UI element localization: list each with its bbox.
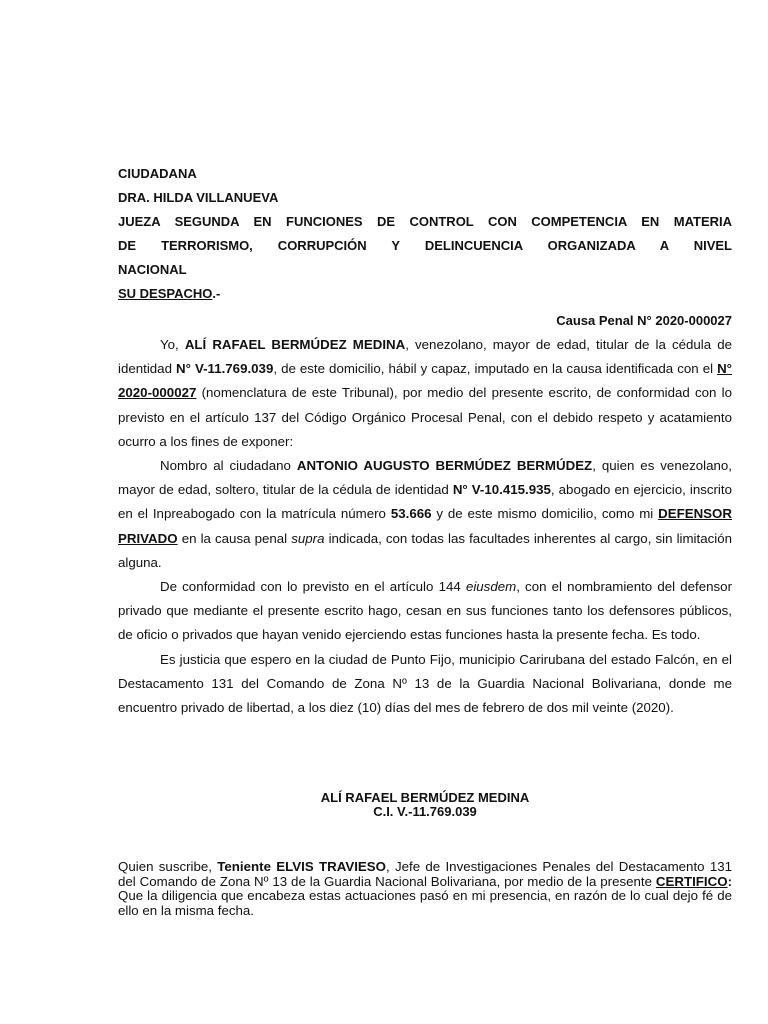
p2-text-4: y de este mismo domicilio, como mi bbox=[431, 506, 659, 522]
document-body bbox=[118, 333, 732, 720]
signature-block bbox=[118, 791, 732, 819]
p2-text-5: en la causa penal bbox=[177, 530, 292, 546]
p3-text-2: , con el nombramiento del defensor privado que mediante el presente escrito hago, cesan en sus funciones tanto los defensores públicos, de oficio o privados que hayan venido ejerciendo estas funciones hasta la presente fecha. Es todo. bbox=[118, 579, 732, 643]
p1-text-3: , de este domicilio, hábil y capaz, imputado en la causa identificada con el bbox=[273, 361, 718, 377]
p1-name: ALÍ RAFAEL BERMÚDEZ MEDINA bbox=[184, 337, 406, 352]
p1-id-number: N° V-11.769.039 bbox=[176, 361, 274, 377]
cert-certifico: CERTIFICO bbox=[655, 873, 728, 889]
addressee-position-line-1: JUEZA SEGUNDA EN FUNCIONES DE CONTROL CON COMPETENCIA EN MATERIA bbox=[118, 214, 732, 229]
signature-name: ALÍ RAFAEL BERMÚDEZ MEDINA bbox=[320, 790, 530, 805]
p3-text-1: De conformidad con lo previsto en el artículo 144 bbox=[160, 579, 466, 595]
addressee-position-line-2: DE TERRORISMO, CORRUPCIÓN Y DELINCUENCIA ORGANIZADA A NIVEL bbox=[118, 238, 732, 253]
paragraph-2 bbox=[118, 454, 732, 575]
p2-id-number: N° V-10.415.935 bbox=[452, 482, 551, 498]
p2-text-6: indicada, con todas las facultades inherentes al cargo, sin limitación alguna. bbox=[118, 530, 732, 570]
p3-eiusdem: eiusdem bbox=[465, 579, 517, 595]
addressee-position-line-3: NACIONAL bbox=[118, 262, 187, 277]
p2-text-3: , abogado en ejercicio, inscrito en el Inpreabogado con la matrícula número bbox=[118, 482, 732, 522]
p2-role: DEFENSOR PRIVADO bbox=[118, 506, 732, 546]
addressee-name: DRA. HILDA VILLANUEVA bbox=[118, 190, 279, 205]
p1-text-1: Yo, bbox=[160, 337, 185, 352]
su-despacho-label: SU DESPACHO bbox=[118, 286, 213, 301]
p2-name: ANTONIO AUGUSTO BERMÚDEZ BERMÚDEZ bbox=[296, 458, 593, 474]
p1-text-2: , venezolano, mayor de edad, titular de la cédula de identidad bbox=[118, 337, 732, 377]
paragraph-4: Es justicia que espero en la ciudad de Punto Fijo, municipio Carirubana del estado Falcón, en el Destacamento 131 del Comando de Zona Nº 13 de la Guardia Nacional Bolivariana, donde me encuentro privado de libertad, a los diez (10) días del mes de febrero de dos mil veinte (2020). bbox=[118, 651, 732, 716]
certification-paragraph bbox=[118, 860, 732, 918]
addressee-title: CIUDADANA bbox=[118, 166, 197, 181]
p1-text-4: (nomenclatura de este Tribunal), por medio del presente escrito, de conformidad con lo previsto en el artículo 137 del Código Orgánico Procesal Penal, con el debido respeto y acatamiento ocurro a los fines de exponer: bbox=[118, 385, 732, 449]
signature-id: C.I. V.-11.769.039 bbox=[373, 804, 477, 819]
su-despacho-suffix: .- bbox=[212, 286, 221, 301]
paragraph-1 bbox=[118, 333, 732, 454]
p2-supra: supra bbox=[291, 530, 325, 546]
cert-text-3: Que la diligencia que encabeza estas actuaciones pasó en mi presencia, en razón de lo cual dejo fé de ello en la misma fecha. bbox=[118, 888, 732, 918]
cert-officer: Teniente ELVIS TRAVIESO bbox=[217, 859, 386, 874]
p2-text-1: Nombro al ciudadano bbox=[160, 458, 297, 474]
cert-colon: : bbox=[727, 873, 732, 889]
cert-text-1: Quien suscribe, bbox=[118, 859, 218, 874]
p2-registration-number: 53.666 bbox=[390, 506, 432, 522]
cert-text-2: , Jefe de Investigaciones Penales del Destacamento 131 del Comando de Zona Nº 13 de la Guardia Nacional Bolivariana, por medio de la presente bbox=[118, 859, 733, 889]
p2-text-2: , quien es venezolano, mayor de edad, soltero, titular de la cédula de identidad bbox=[118, 458, 732, 498]
p1-case-number: N° 2020-000027 bbox=[118, 361, 732, 401]
su-despacho bbox=[118, 282, 732, 306]
case-number: Causa Penal N° 2020-000027 bbox=[556, 313, 732, 328]
paragraph-3 bbox=[118, 575, 732, 648]
